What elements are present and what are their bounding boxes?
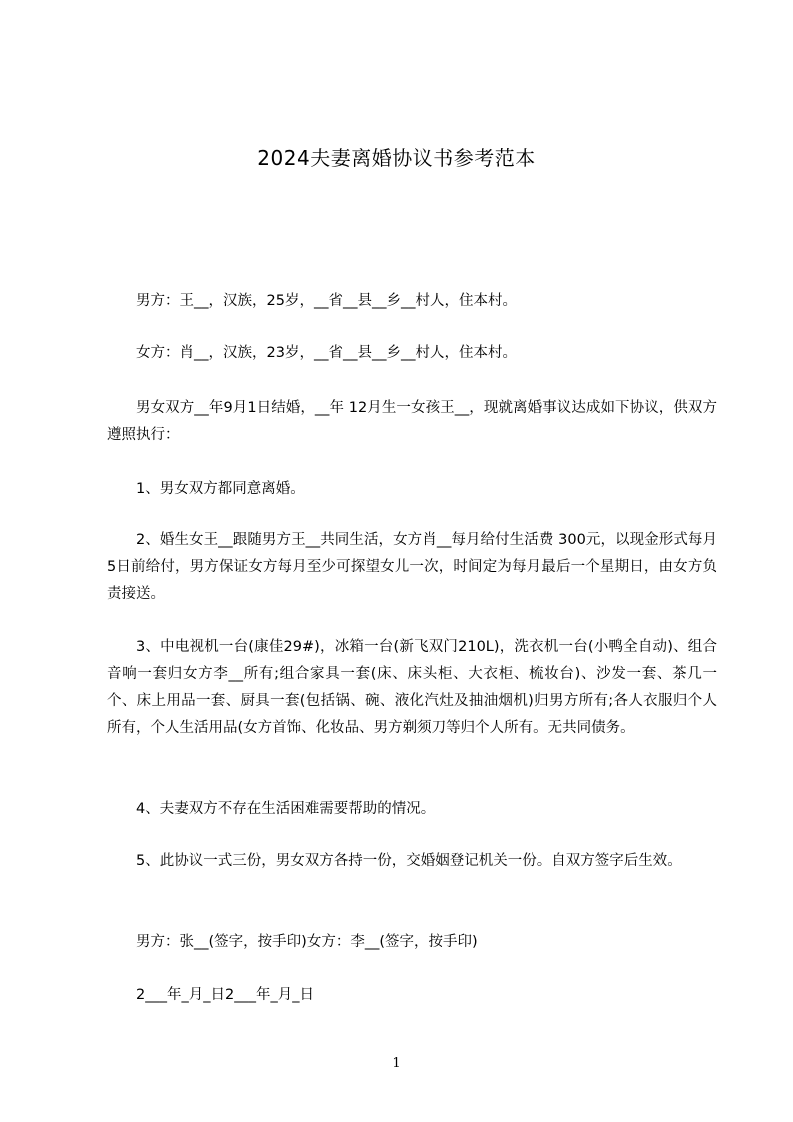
clause-5: 5、此协议一式三份，男女双方各持一份，交婚姻登记机关一份。自双方签字后生效。 <box>136 853 682 869</box>
signature-line: 男方：张__(签字，按手印)女方：李__(签字，按手印) <box>136 934 478 950</box>
clause-4: 4、夫妻双方不存在生活困难需要帮助的情况。 <box>136 801 436 817</box>
clause-2: 2、婚生女王__跟随男方王__共同生活，女方肖__每月给付生活费 300元，以现金形式每月5日前给付，男方保证女方每月至少可探望女儿一次，时间定为每月最后一个星期日，由女方负责接送。 <box>107 532 717 602</box>
clause-1: 1、男女双方都同意离婚。 <box>136 481 305 497</box>
clause-3: 3、中电视机一台(康佳29#)，冰箱一台(新飞双门210L)，洗衣机一台(小鸭全自动)、组合音响一套归女方李__所有;组合家具一套(床、床头柜、大衣柜、梳妆台)、沙发一套、茶几一个、床上用品一套、厨具一套(包括锅、碗、液化汽灶及抽油烟机)归男方所有;各人衣服归个人所有，个人生活用品(女方首饰、化妆品、男方剃须刀等归个人所有。无共同债务。 <box>107 639 717 736</box>
date-line: 2___年_月_日2___年_月_日 <box>136 987 314 1003</box>
intro-paragraph: 男女双方__年9月1日结婚，__年 12月生一女孩王__，现就离婚事议达成如下协议，供双方遵照执行： <box>107 400 717 443</box>
wife-info: 女方：肖__，汉族，23岁，__省__县__乡__村人，住本村。 <box>136 345 517 361</box>
page-number: 1 <box>392 1056 401 1071</box>
document-title: 2024夫妻离婚协议书参考范本 <box>257 146 536 170</box>
husband-info: 男方：王__，汉族，25岁，__省__县__乡__村人，住本村。 <box>136 293 517 309</box>
